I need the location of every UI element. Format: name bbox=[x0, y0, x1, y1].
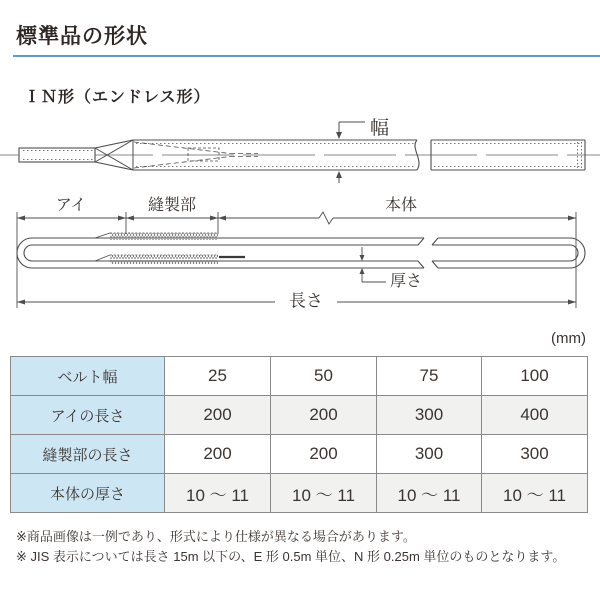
footnote: ※ JIS 表示については長さ 15m 以下の、E 形 0.5m 単位、N 形 0.25m 単位のものとなります。 bbox=[16, 549, 566, 564]
table-cell: 200 bbox=[165, 435, 271, 474]
sewn-section-label: 縫製部 bbox=[147, 197, 197, 214]
table-cell: 200 bbox=[271, 435, 377, 474]
length-label: 長さ bbox=[289, 291, 323, 311]
table-row bbox=[11, 396, 588, 435]
table-row bbox=[11, 357, 588, 396]
upper-dimension-line bbox=[17, 212, 576, 224]
belt-top-view-diagram bbox=[0, 108, 600, 198]
table-cell: 75 bbox=[377, 357, 482, 396]
table-cell: 25 bbox=[165, 357, 271, 396]
row-header-sewn-length: 縫製部の長さ bbox=[11, 435, 165, 474]
unit-label: (mm) bbox=[551, 330, 586, 347]
table-cell: 400 bbox=[482, 396, 588, 435]
table-cell: 200 bbox=[271, 396, 377, 435]
width-callout bbox=[336, 122, 365, 183]
title-underline bbox=[13, 55, 600, 57]
label-patch bbox=[188, 148, 219, 161]
table-row bbox=[11, 435, 588, 474]
table-cell: 100 bbox=[482, 357, 588, 396]
row-header-belt-width: ベルト幅 bbox=[11, 357, 165, 396]
table-cell: 300 bbox=[482, 435, 588, 474]
loop-outline bbox=[17, 238, 585, 268]
page-title: 標準品の形状 bbox=[16, 25, 148, 48]
width-label: 幅 bbox=[370, 118, 390, 140]
sewn-area-top bbox=[95, 233, 218, 240]
table-cell: 10 ～ 11 bbox=[377, 474, 482, 513]
table-cell: 10 ～ 11 bbox=[482, 474, 588, 513]
sewn-area-bottom bbox=[95, 255, 245, 264]
table-cell: 10 ～ 11 bbox=[165, 474, 271, 513]
arrow-up-icon bbox=[336, 171, 342, 178]
body-label: 本体 bbox=[384, 197, 418, 214]
belt-side-view-diagram bbox=[0, 190, 600, 315]
section-subtitle: ＩＮ形（エンドレス形） bbox=[24, 89, 211, 106]
eye-strip bbox=[19, 148, 95, 162]
table-cell: 300 bbox=[377, 435, 482, 474]
dimension-break-symbol bbox=[319, 212, 333, 224]
thickness-label: 厚さ bbox=[390, 273, 423, 291]
table-row bbox=[11, 474, 588, 513]
table-cell: 50 bbox=[271, 357, 377, 396]
spec-table bbox=[10, 356, 588, 513]
row-header-body-thickness: 本体の厚さ bbox=[11, 474, 165, 513]
row-header-eye-length: アイの長さ bbox=[11, 396, 165, 435]
eye-label: アイ bbox=[55, 197, 87, 214]
table-cell: 300 bbox=[377, 396, 482, 435]
arrow-down-icon bbox=[336, 132, 342, 139]
table-cell: 200 bbox=[165, 396, 271, 435]
table-cell: 10 ～ 11 bbox=[271, 474, 377, 513]
thickness-callout bbox=[360, 247, 387, 282]
footnote: ※商品画像は一例であり、形式により仕様が異なる場合があります。 bbox=[16, 529, 416, 544]
